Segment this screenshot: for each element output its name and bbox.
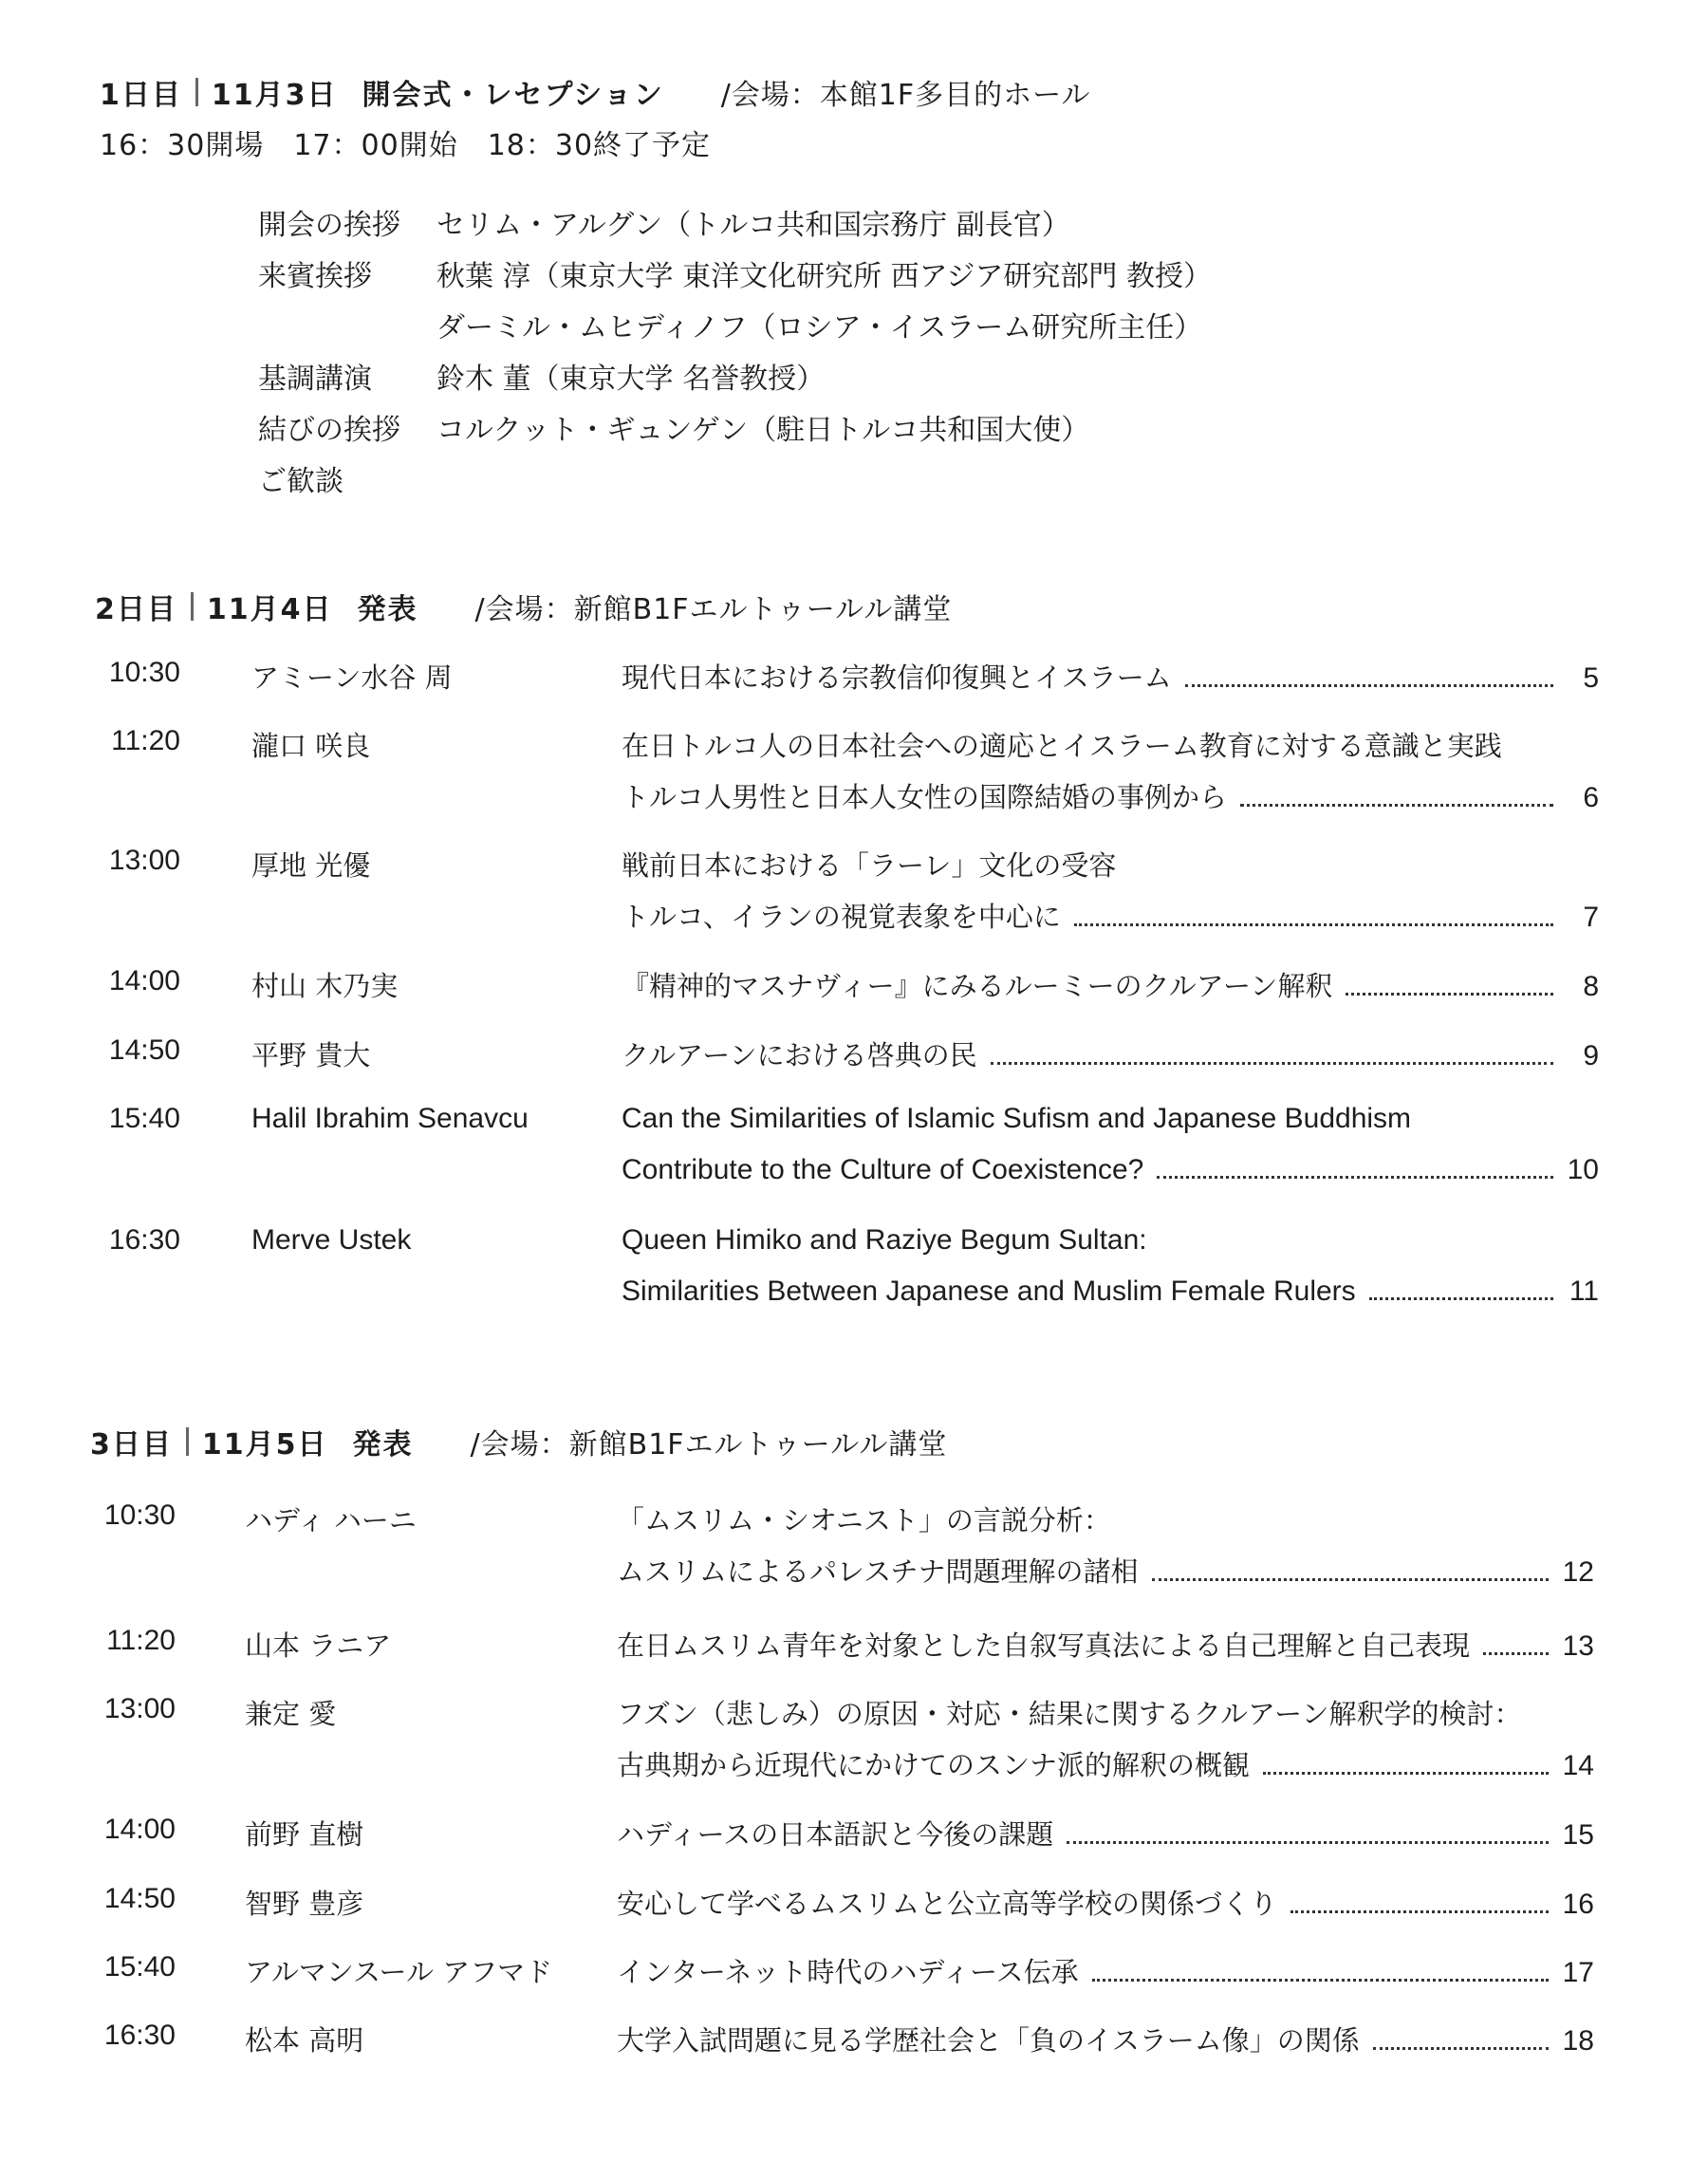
session-time: 16:30 xyxy=(108,1224,180,1256)
day2-header xyxy=(95,586,952,627)
presenter-name: 前野 直樹 xyxy=(245,1818,364,1851)
ceremony-person: セリム・アルグン（トルコ共和国宗務庁 副長官） xyxy=(436,209,1070,242)
presenter-name: Merve Ustek xyxy=(251,1224,412,1256)
session-subtitle: Similarities Between Japanese and Muslim Female Rulers xyxy=(622,1276,1356,1307)
ceremony-person: 秋葉 淳（東京大学 東洋文化研究所 西アジア研究部門 教授） xyxy=(436,260,1212,293)
presenter-name: 智野 豊彦 xyxy=(245,1888,364,1920)
leader-dots xyxy=(1483,1652,1549,1655)
session-time: 14:50 xyxy=(103,1883,176,1914)
page-number: 15 xyxy=(1562,1819,1594,1851)
divider xyxy=(195,78,198,106)
day1-title: 開会式・レセプション xyxy=(362,79,664,112)
session-subtitle: 古典期から近現代にかけてのスンナ派的解釈の概観 xyxy=(617,1749,1251,1781)
leader-dots xyxy=(1373,2047,1549,2050)
session-title: Queen Himiko and Raziye Begum Sultan: xyxy=(622,1224,1147,1256)
day2-label: 2日目 xyxy=(95,593,177,626)
page-number: 9 xyxy=(1583,1040,1599,1071)
leader-dots xyxy=(1074,923,1553,926)
session-title: 大学入試問題に見る学歴社会と「負のイスラーム像」の関係 xyxy=(617,2024,1360,2057)
session-title: 現代日本における宗教信仰復興とイスラーム xyxy=(622,661,1172,694)
session-time: 14:00 xyxy=(103,1814,176,1845)
presenter-name: 平野 貴大 xyxy=(251,1039,371,1071)
page-number: 10 xyxy=(1567,1154,1599,1185)
ceremony-person: ダーミル・ムヒディノフ（ロシア・イスラーム研究所主任） xyxy=(436,311,1203,344)
presenter-name: 瀧口 咲良 xyxy=(251,730,371,762)
page-number: 12 xyxy=(1562,1556,1594,1588)
session-time: 15:40 xyxy=(103,1951,176,1983)
session-time: 15:40 xyxy=(108,1103,180,1134)
session-subtitle: トルコ人男性と日本人女性の国際結婚の事例から xyxy=(622,781,1228,813)
session-time: 10:30 xyxy=(103,1499,176,1531)
session-title: 在日ムスリム青年を対象とした自叙写真法による自己理解と自己表現 xyxy=(617,1629,1471,1662)
presenter-name: 村山 木乃実 xyxy=(251,970,399,1002)
ceremony-role: 開会の挨拶 xyxy=(258,209,400,242)
leader-dots xyxy=(1346,993,1553,996)
day3-venue: /会場：新館B1Fエルトゥールル講堂 xyxy=(470,1428,948,1462)
page-number: 17 xyxy=(1562,1957,1594,1988)
session-time: 10:30 xyxy=(108,657,180,688)
ceremony-role: 基調講演 xyxy=(258,363,372,396)
leader-dots xyxy=(1157,1176,1553,1179)
session-time: 11:20 xyxy=(111,725,180,756)
page-number: 5 xyxy=(1583,662,1599,694)
page-number: 11 xyxy=(1569,1276,1599,1307)
day3-date: 11月5日 xyxy=(201,1428,328,1462)
presenter-name: 厚地 光優 xyxy=(251,849,371,882)
session-time: 14:00 xyxy=(108,965,180,996)
session-time: 14:50 xyxy=(108,1034,180,1066)
leader-dots xyxy=(1263,1772,1549,1775)
day2-date: 11月4日 xyxy=(206,593,333,626)
session-subtitle: Contribute to the Culture of Coexistence? xyxy=(622,1154,1144,1185)
page-number: 13 xyxy=(1562,1630,1594,1662)
ceremony-person: 鈴木 董（東京大学 名誉教授） xyxy=(436,363,826,396)
day3-title: 発表 xyxy=(352,1428,414,1462)
presenter-name: Halil Ibrahim Senavcu xyxy=(251,1103,529,1134)
day2-venue: /会場：新館B1Fエルトゥールル講堂 xyxy=(474,593,953,626)
session-title: 戦前日本における「ラーレ」文化の受容 xyxy=(622,849,1117,882)
leader-dots xyxy=(991,1062,1553,1065)
session-subtitle: ムスリムによるパレスチナ問題理解の諸相 xyxy=(617,1555,1139,1588)
page-number: 8 xyxy=(1583,971,1599,1002)
day3-header xyxy=(90,1421,947,1462)
page-number: 16 xyxy=(1562,1889,1594,1920)
presenter-name: アミーン水谷 周 xyxy=(251,661,453,694)
leader-dots xyxy=(1067,1841,1549,1844)
leader-dots xyxy=(1369,1297,1553,1300)
session-time: 11:20 xyxy=(106,1625,176,1656)
session-title: クルアーンにおける啓典の民 xyxy=(622,1039,977,1071)
divider xyxy=(186,1427,189,1456)
day1-label: 1日目 xyxy=(100,79,182,112)
session-title: Can the Similarities of Islamic Sufism and Japanese Buddhism xyxy=(622,1103,1412,1134)
leader-dots xyxy=(1152,1578,1549,1581)
leader-dots xyxy=(1092,1979,1549,1982)
session-subtitle: トルコ、イランの視覚表象を中心に xyxy=(622,901,1061,933)
session-title: 『精神的マスナヴィー』にみるルーミーのクルアーン解釈 xyxy=(622,970,1333,1002)
session-time: 13:00 xyxy=(108,845,180,876)
ceremony-role: ご歓談 xyxy=(258,465,343,498)
page-number: 7 xyxy=(1583,902,1599,933)
session-time: 13:00 xyxy=(103,1693,176,1724)
leader-dots xyxy=(1290,1910,1549,1913)
page-number: 6 xyxy=(1583,782,1599,813)
presenter-name: 山本 ラニア xyxy=(245,1629,392,1662)
page-number: 14 xyxy=(1562,1750,1594,1781)
leader-dots xyxy=(1185,684,1553,687)
day1-header xyxy=(100,71,1091,113)
session-time: 16:30 xyxy=(103,2020,176,2051)
ceremony-person: コルクット・ギュンゲン（駐日トルコ共和国大使） xyxy=(436,414,1090,447)
session-title: 安心して学べるムスリムと公立高等学校の関係づくり xyxy=(617,1888,1278,1920)
session-title: 「ムスリム・シオニスト」の言説分析： xyxy=(617,1504,1111,1536)
presenter-name: 兼定 愛 xyxy=(245,1698,337,1730)
divider xyxy=(191,592,194,621)
presenter-name: アルマンスール アフマド xyxy=(245,1956,553,1988)
session-title: ハディースの日本語訳と今後の課題 xyxy=(617,1818,1054,1851)
session-title: インターネット時代のハディース伝承 xyxy=(617,1956,1079,1988)
day3-label: 3日目 xyxy=(90,1428,173,1462)
ceremony-role: 結びの挨拶 xyxy=(258,414,400,447)
ceremony-role: 来賓挨拶 xyxy=(258,260,372,293)
leader-dots xyxy=(1240,804,1553,807)
session-title: 在日トルコ人の日本社会への適応とイスラーム教育に対する意識と実践 xyxy=(622,730,1502,762)
day1-times: 16：30開場 17：00開始 18：30終了予定 xyxy=(100,129,712,162)
day1-venue: /会場：本館1F多目的ホール xyxy=(720,79,1091,112)
presenter-name: ハディ ハーニ xyxy=(245,1504,417,1536)
session-title: フズン（悲しみ）の原因・対応・結果に関するクルアーン解釈学的検討： xyxy=(617,1698,1522,1730)
page-number: 18 xyxy=(1562,2025,1594,2057)
day2-title: 発表 xyxy=(357,593,418,626)
presenter-name: 松本 高明 xyxy=(245,2024,364,2057)
day1-date: 11月3日 xyxy=(211,79,338,112)
